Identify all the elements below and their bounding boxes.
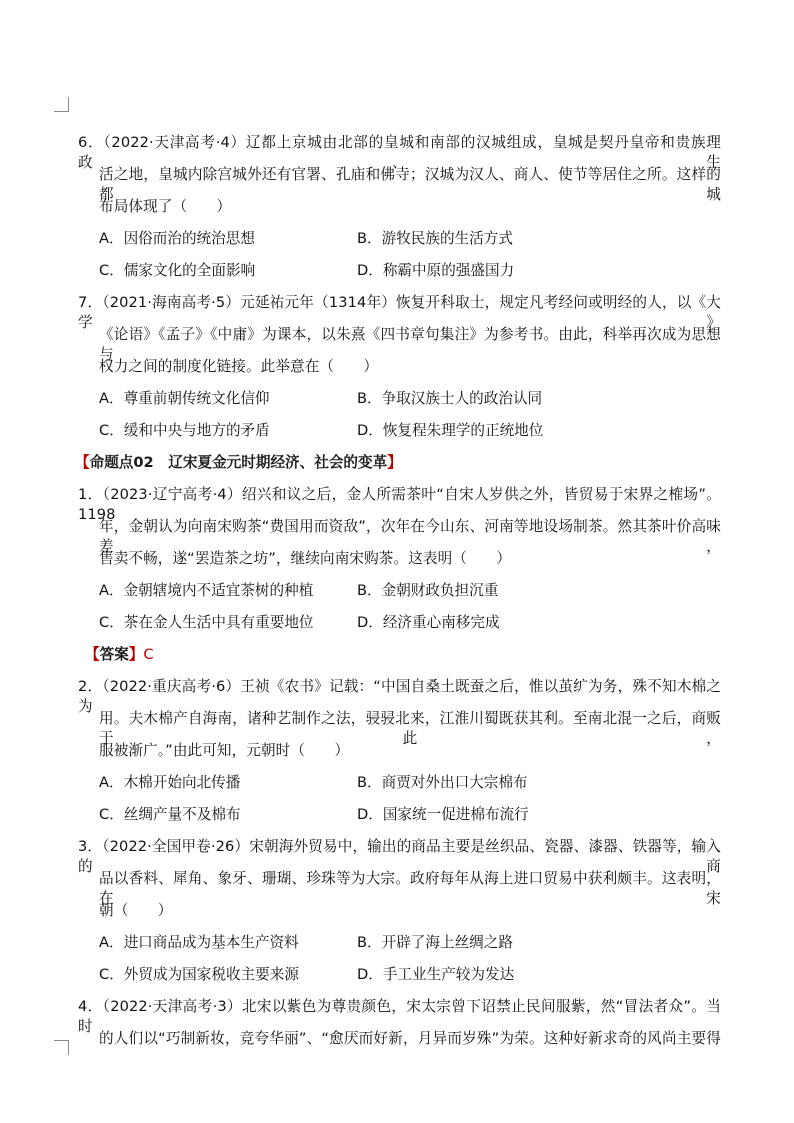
q6-stem-line-2: 活之地，皇城内除宫城外还有官署、孔庙和佛寺；汉城为汉人、商人、使节等居住之所。这样的都城 (99, 166, 721, 203)
q7-option-c[interactable]: C．缓和中央与地方的矛盾 (99, 422, 270, 439)
s3-option-c[interactable]: C．外贸成为国家税收主要来源 (99, 966, 299, 983)
section-title: 命题点02 辽宋夏金元时期经济、社会的变革 (89, 454, 388, 471)
answer-bracket-open: 【 (85, 646, 100, 663)
section-bracket-close: 】 (387, 454, 402, 471)
s1-stem-line-3: 售卖不畅，遂“罢造茶之坊”，继续向南宋购茶。这表明（ ） (99, 550, 512, 567)
q6-option-c[interactable]: C．儒家文化的全面影响 (99, 262, 256, 279)
s1-option-d[interactable]: D．经济重心南移完成 (357, 614, 500, 631)
q7-option-a[interactable]: A．尊重前朝传统文化信仰 (99, 390, 270, 407)
s3-stem-line-3: 朝（ ） (99, 902, 173, 919)
s2-option-b[interactable]: B．商贾对外出口大宗棉布 (357, 774, 528, 791)
q6-option-d[interactable]: D．称霸中原的强盛国力 (357, 262, 515, 279)
s2-stem-line-1: 2．（2022·重庆高考·6）王祯《农书》记载：“中国自桑土既蚕之后，惟以茧纩为务，殊不知木棉之为 (78, 678, 721, 715)
q6-stem-line-3: 布局体现了（ ） (99, 198, 232, 215)
s1-stem-line-2: 年，金朝认为向南宋购茶“费国用而资敌”，次年在今山东、河南等地设场制茶。然其茶叶价高味差， (99, 518, 721, 555)
s1-option-b[interactable]: B．金朝财政负担沉重 (357, 582, 499, 599)
q6-option-a[interactable]: A．因俗而治的统治思想 (99, 230, 255, 247)
q7-option-b[interactable]: B．争取汉族士人的政治认同 (357, 390, 543, 407)
q6-option-b[interactable]: B．游牧民族的生活方式 (357, 230, 513, 247)
s3-stem-line-2: 品以香料、犀角、象牙、珊瑚、珍珠等为大宗。政府每年从海上进口贸易中获利颇丰。这表明，在宋 (99, 870, 721, 907)
q7-stem-line-1: 7．（2021·海南高考·5）元延祐元年（1314年）恢复开科取士，规定凡考经问或明经的人，以《大学》 (78, 294, 721, 331)
answer-bracket-close: 】 (128, 646, 144, 663)
s4-stem-line-2: 的人们以“巧制新妆，竞夸华丽”、“愈厌而好新，月异而岁殊”为荣。这种好新求奇的风尚主要得 (99, 1030, 721, 1047)
section-heading (75, 453, 402, 473)
section-bracket-open: 【 (75, 454, 90, 471)
crop-mark-top-left (54, 97, 69, 112)
s2-option-d[interactable]: D．国家统一促进棉布流行 (357, 806, 529, 823)
s2-stem-line-3: 服被渐广。”由此可知，元朝时（ ） (99, 742, 350, 759)
s3-option-a[interactable]: A．进口商品成为基本生产资料 (99, 934, 299, 951)
q6-stem-line-1: 6．（2022·天津高考·4）辽都上京城由北部的皇城和南部的汉城组成，皇城是契丹皇帝和贵族理政、生 (78, 134, 721, 171)
s2-stem-line-2: 用。夫木棉产自海南，诸种艺制作之法，骎骎北来，江淮川蜀既获其利。至南北混一之后，商贩于此， (99, 710, 721, 747)
s1-option-c[interactable]: C．茶在金人生活中具有重要地位 (99, 614, 314, 631)
q7-option-d[interactable]: D．恢复程朱理学的正统地位 (357, 422, 544, 439)
s1-answer (85, 645, 154, 665)
s3-option-d[interactable]: D．手工业生产较为发达 (357, 966, 515, 983)
s4-stem-line-1: 4．（2022·天津高考·3）北宋以紫色为尊贵颜色，宋太宗曾下诏禁止民间服紫，然“冒法者众”。当时 (78, 998, 721, 1035)
s1-stem-line-1: 1．（2023·辽宁高考·4）绍兴和议之后，金人所需茶叶“自宋人岁供之外，皆贸易于宋界之榷场”。1198 (78, 486, 721, 523)
answer-label: 答案 (99, 646, 129, 663)
s1-option-a[interactable]: A．金朝辖境内不适宜茶树的种植 (99, 582, 314, 599)
s3-stem-line-1: 3．（2022·全国甲卷·26）宋朝海外贸易中，输出的商品主要是丝织品、瓷器、漆器、铁器等，输入的商 (78, 838, 721, 875)
answer-value: C (143, 646, 154, 663)
s3-option-b[interactable]: B．开辟了海上丝绸之路 (357, 934, 513, 951)
q7-stem-line-3: 权力之间的制度化链接。此举意在（ ） (99, 358, 379, 375)
s2-option-c[interactable]: C．丝绸产量不及棉布 (99, 806, 241, 823)
crop-mark-bottom-left (54, 1040, 69, 1055)
q7-stem-line-2: 《论语》《孟子》《中庸》为课本，以朱熹《四书章句集注》为参考书。由此，科举再次成为思想与 (99, 326, 721, 363)
s2-option-a[interactable]: A．木棉开始向北传播 (99, 774, 241, 791)
